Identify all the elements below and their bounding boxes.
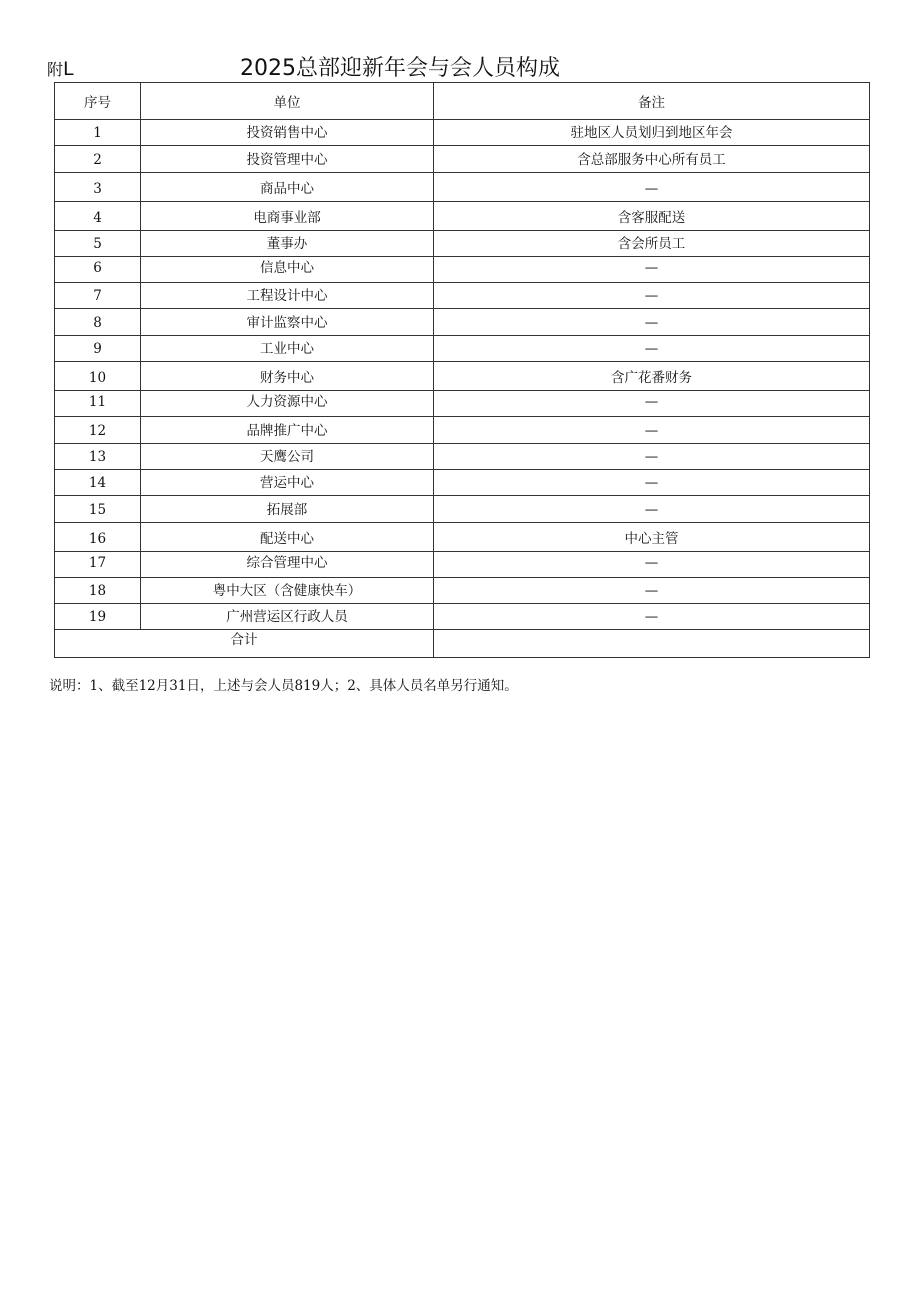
row-number-cell: 15 [55, 496, 141, 522]
total-row [55, 630, 870, 658]
row-number-cell: 19 [55, 604, 141, 630]
attendee-table [54, 82, 870, 658]
unit-cell: 财务中心 [141, 362, 434, 391]
row-number-cell: 14 [55, 469, 141, 495]
unit-cell: 天鹰公司 [141, 443, 434, 469]
row-number-cell: 13 [55, 443, 141, 469]
note-cell: — [434, 496, 870, 522]
unit-cell: 投资销售中心 [141, 120, 434, 146]
row-number-cell: 8 [55, 309, 141, 335]
row-number-cell: 2 [55, 146, 141, 172]
note-cell: — [434, 283, 870, 309]
unit-cell: 电商事业部 [141, 201, 434, 230]
table-row [55, 496, 870, 522]
note-cell: — [434, 309, 870, 335]
table-row [55, 417, 870, 443]
attachment-label-prefix: 附 [47, 60, 64, 79]
note-cell: 含会所员工 [434, 230, 870, 256]
note-cell: 驻地区人员划归到地区年会 [434, 120, 870, 146]
table-row [55, 335, 870, 361]
table-header-row [55, 83, 870, 120]
unit-cell: 董事办 [141, 230, 434, 256]
table-row [55, 362, 870, 391]
row-number-cell: 6 [55, 256, 141, 282]
table-row [55, 522, 870, 551]
note-cell: — [434, 551, 870, 577]
column-header-unit: 单位 [141, 83, 434, 120]
unit-cell: 配送中心 [141, 522, 434, 551]
unit-cell: 工业中心 [141, 335, 434, 361]
table-row [55, 443, 870, 469]
row-number-cell: 16 [55, 522, 141, 551]
unit-cell: 商品中心 [141, 172, 434, 201]
note-cell: — [434, 469, 870, 495]
note-cell: — [434, 172, 870, 201]
table-row [55, 230, 870, 256]
row-number-cell: 9 [55, 335, 141, 361]
table-row [55, 551, 870, 577]
row-number-cell: 17 [55, 551, 141, 577]
row-number-cell: 3 [55, 172, 141, 201]
table-row [55, 391, 870, 417]
total-value [434, 630, 870, 658]
note-cell: — [434, 577, 870, 603]
table-row [55, 256, 870, 282]
table-row [55, 469, 870, 495]
note-cell: — [434, 256, 870, 282]
unit-cell: 工程设计中心 [141, 283, 434, 309]
row-number-cell: 5 [55, 230, 141, 256]
note-cell: — [434, 417, 870, 443]
unit-cell: 广州营运区行政人员 [141, 604, 434, 630]
note-cell: — [434, 604, 870, 630]
note-cell: — [434, 391, 870, 417]
row-number-cell: 10 [55, 362, 141, 391]
table-row [55, 577, 870, 603]
column-header-note: 备注 [434, 83, 870, 120]
attachment-label-number: L [63, 58, 74, 80]
row-number-cell: 1 [55, 120, 141, 146]
note-cell: — [434, 443, 870, 469]
unit-cell: 拓展部 [141, 496, 434, 522]
table-row [55, 120, 870, 146]
table-row [55, 309, 870, 335]
unit-cell: 营运中心 [141, 469, 434, 495]
table-row [55, 172, 870, 201]
unit-cell: 粤中大区（含健康快车） [141, 577, 434, 603]
unit-cell: 人力资源中心 [141, 391, 434, 417]
column-header-no: 序号 [55, 83, 141, 120]
page-title: 2025总部迎新年会与会人员构成 [240, 56, 560, 81]
total-label: 合计 [55, 630, 434, 658]
note-cell: 含广花番财务 [434, 362, 870, 391]
unit-cell: 投资管理中心 [141, 146, 434, 172]
table-row [55, 283, 870, 309]
note-cell: 中心主管 [434, 522, 870, 551]
table-row [55, 201, 870, 230]
row-number-cell: 18 [55, 577, 141, 603]
table-row [55, 604, 870, 630]
table-row [55, 146, 870, 172]
unit-cell: 综合管理中心 [141, 551, 434, 577]
row-number-cell: 4 [55, 201, 141, 230]
unit-cell: 信息中心 [141, 256, 434, 282]
unit-cell: 品牌推广中心 [141, 417, 434, 443]
row-number-cell: 11 [55, 391, 141, 417]
attachment-label [47, 57, 74, 80]
note-cell: 含总部服务中心所有员工 [434, 146, 870, 172]
note-cell: — [434, 335, 870, 361]
explanation-note: 说明：1、截至12月31日，上述与会人员819人；2、具体人员名单另行通知。 [49, 678, 518, 694]
row-number-cell: 7 [55, 283, 141, 309]
note-cell: 含客服配送 [434, 201, 870, 230]
row-number-cell: 12 [55, 417, 141, 443]
unit-cell: 审计监察中心 [141, 309, 434, 335]
